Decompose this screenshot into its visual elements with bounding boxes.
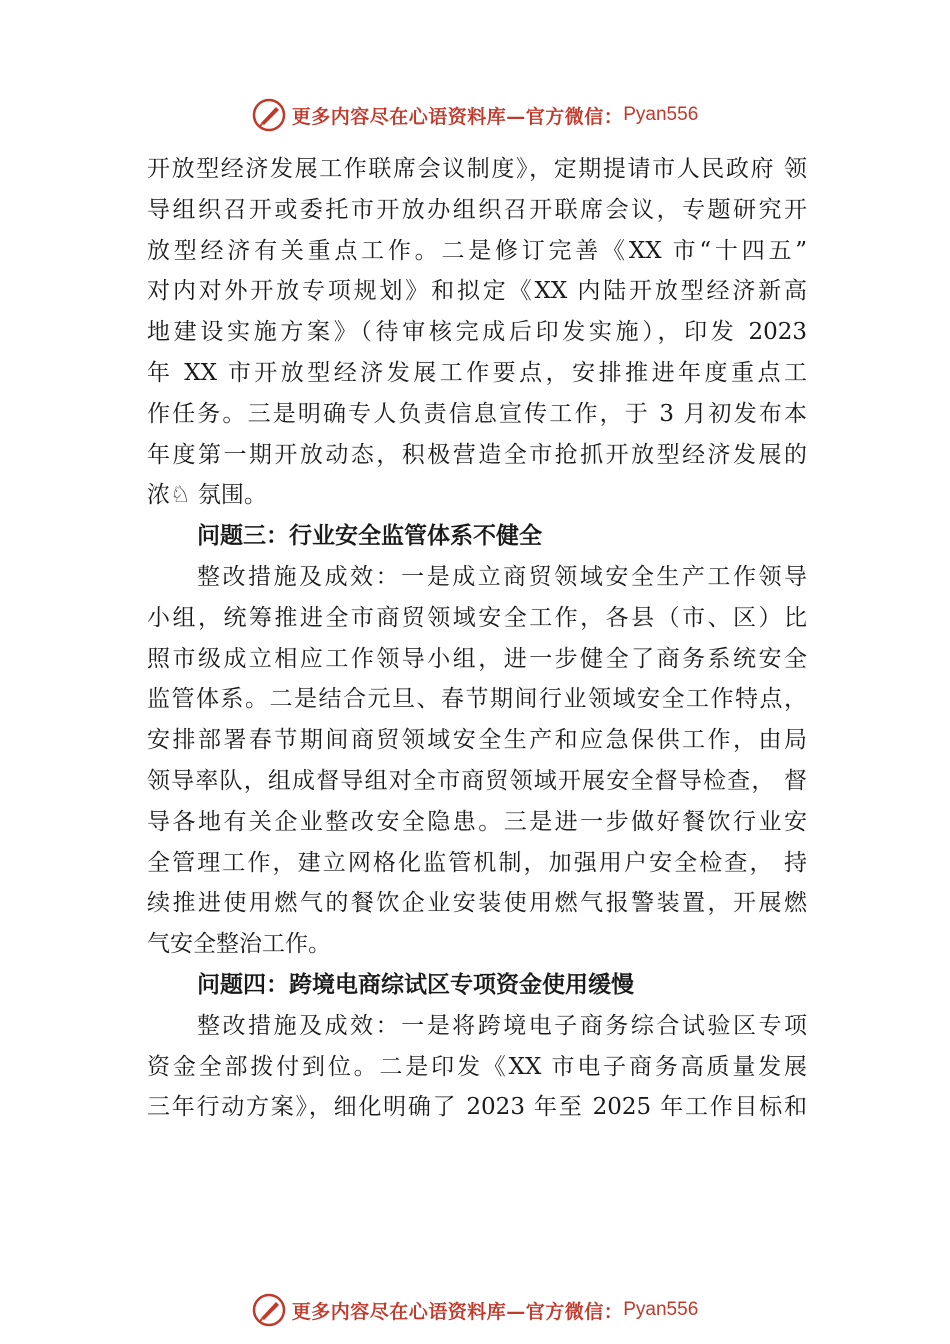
text-line: 对内对外开放专项规划》和拟定《XX 内陆开放型经济新高 — [147, 278, 807, 305]
pen-logo-icon — [252, 98, 286, 132]
text-line: 安排部署春节期间商贸领域安全生产和应急保供工作，由局 — [147, 727, 807, 754]
text-line: 地建设实施方案》（待审核完成后印发实施），印发 2023 — [147, 319, 807, 346]
text-line: 领导率队，组成督导组对全市商贸领域开展安全督导检查， 督 — [147, 767, 807, 794]
text-line: 作任务。三是明确专人负责信息宣传工作，于 3 月初发布本 — [147, 400, 807, 427]
text-line: 年度第一期开放动态，积极营造全市抢抓开放型经济发展的 — [147, 441, 807, 468]
text-line: 气安全整治工作。 — [147, 931, 331, 958]
text-line: 开放型经济发展工作联席会议制度》，定期提请市人民政府 领 — [147, 156, 807, 182]
banner-text: 更多内容尽在心语资料库—官方微信： — [291, 1300, 624, 1323]
text-line: 浓♘ 氛围。 — [147, 482, 267, 509]
section-heading-3: 问题三：行业安全监管体系不健全 — [197, 523, 542, 550]
text-line: 资金全部拨付到位。二是印发《XX 市电子商务高质量发展 — [147, 1053, 807, 1080]
text-line: 小组，统筹推进全市商贸领域安全工作，各县（市、区）比 — [147, 604, 807, 631]
text-line: 照市级成立相应工作领导小组，进一步健全了商务系统安全 — [147, 645, 807, 672]
banner-wechat-id: Pyan556 — [623, 1299, 699, 1320]
text-line: 全管理工作，建立网格化监管机制，加强用户安全检查， 持 — [147, 849, 807, 876]
banner-wechat-id: Pyan556 — [623, 104, 699, 125]
banner-text: 更多内容尽在心语资料库—官方微信： — [291, 105, 624, 128]
text-line: 年 XX 市开放型经济发展工作要点，安排推进年度重点工 — [147, 359, 807, 386]
footer-banner — [0, 1290, 950, 1330]
text-line: 放型经济有关重点工作。二是修订完善《XX 市“十四五” — [147, 237, 807, 264]
text-line: 监管体系。二是结合元旦、春节期间行业领域安全工作特点， — [147, 686, 807, 713]
text-line: 整改措施及成效：一是成立商贸领域安全生产工作领导 — [197, 563, 807, 590]
text-line: 导组织召开或委托市开放办组织召开联席会议，专题研究开 — [147, 196, 807, 223]
text-line: 三年行动方案》，细化明确了 2023 年至 2025 年工作目标和 — [147, 1094, 807, 1121]
text-line: 导各地有关企业整改安全隐患。三是进一步做好餐饮行业安 — [147, 808, 807, 835]
header-banner — [0, 95, 950, 135]
text-line: 续推进使用燃气的餐饮企业安装使用燃气报警装置，开展燃 — [147, 890, 807, 917]
pen-logo-icon — [252, 1293, 286, 1327]
text-line: 整改措施及成效：一是将跨境电子商务综合试验区专项 — [197, 1012, 807, 1039]
document-body — [147, 149, 807, 1128]
section-heading-4: 问题四：跨境电商综试区专项资金使用缓慢 — [197, 971, 634, 998]
